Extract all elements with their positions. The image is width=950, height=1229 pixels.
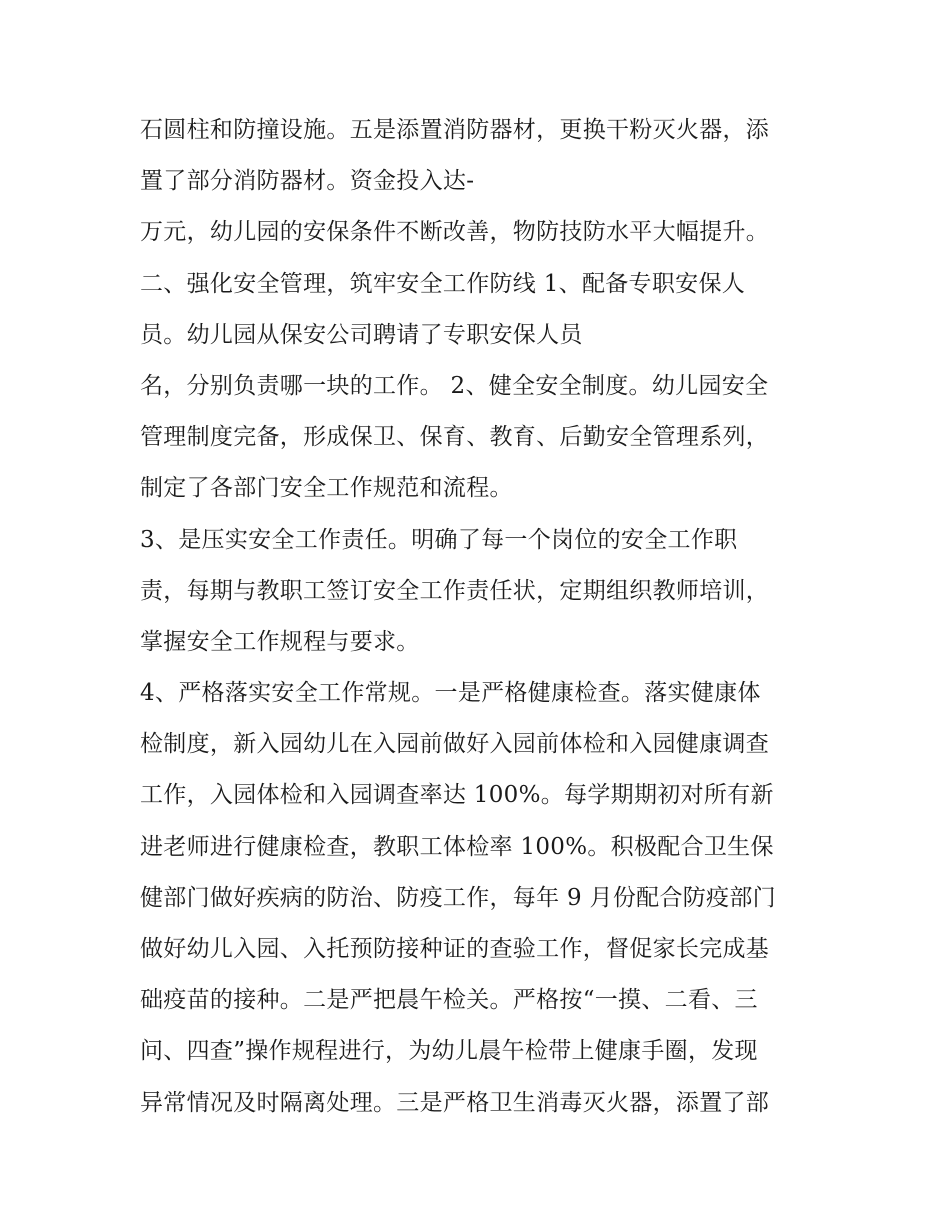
text-line-19: 问、四查”操作规程进行，为幼儿晨午检带上健康手圈，发现 bbox=[140, 1038, 758, 1065]
text-line-16: 健部门做好疾病的防治、防疫工作，每年 9 月份配合防疫部门 bbox=[140, 884, 776, 911]
text-line-15: 进老师进行健康检查，教职工体检率 100%。积极配合卫生保 bbox=[140, 833, 774, 860]
text-line-11: 掌握安全工作规程与要求。 bbox=[140, 628, 420, 655]
text-line-4: 二、强化安全管理，筑牢安全工作防线 1、配备专职安保人 bbox=[140, 270, 746, 297]
text-line-6: 名，分别负责哪一块的工作。 2、健全安全制度。幼儿园安全 bbox=[140, 372, 769, 399]
text-line-10: 责，每期与教职工签订安全工作责任状，定期组织教师培训， bbox=[140, 577, 770, 604]
text-line-5: 员。幼儿园从保安公司聘请了专职安保人员 bbox=[140, 321, 583, 348]
text-line-18: 础疫苗的接种。二是严把晨午检关。严格按“一摸、二看、三 bbox=[140, 987, 758, 1014]
text-line-20: 异常情况及时隔离处理。三是严格卫生消毒灭火器，添置了部 bbox=[140, 1089, 770, 1116]
text-line-14: 工作，入园体检和入园调查率达 100%。每学期期初对所有新 bbox=[140, 782, 774, 809]
text-line-7: 管理制度完备，形成保卫、保育、教育、后勤安全管理系列， bbox=[140, 424, 770, 451]
text-line-1: 石圆柱和防撞设施。五是添置消防器材，更换干粉灭火器，添 bbox=[140, 117, 770, 143]
text-line-2: 置了部分消防器材。资金投入达- bbox=[140, 168, 475, 195]
text-line-9: 3、是压实安全工作责任。明确了每一个岗位的安全工作职 bbox=[140, 526, 738, 553]
text-line-17: 做好幼儿入园、入托预防接种证的查验工作，督促家长完成基 bbox=[140, 936, 770, 962]
text-line-13: 检制度，新入园幼儿在入园前做好入园前体检和入园健康调查 bbox=[140, 731, 770, 758]
text-line-3: 万元，幼儿园的安保条件不断改善，物防技防水平大幅提升。 bbox=[140, 219, 770, 246]
text-line-12: 4、严格落实安全工作常规。一是严格健康检查。落实健康体 bbox=[140, 680, 761, 707]
text-line-8: 制定了各部门安全工作规范和流程。 bbox=[140, 475, 513, 502]
body-text bbox=[140, 105, 820, 1129]
